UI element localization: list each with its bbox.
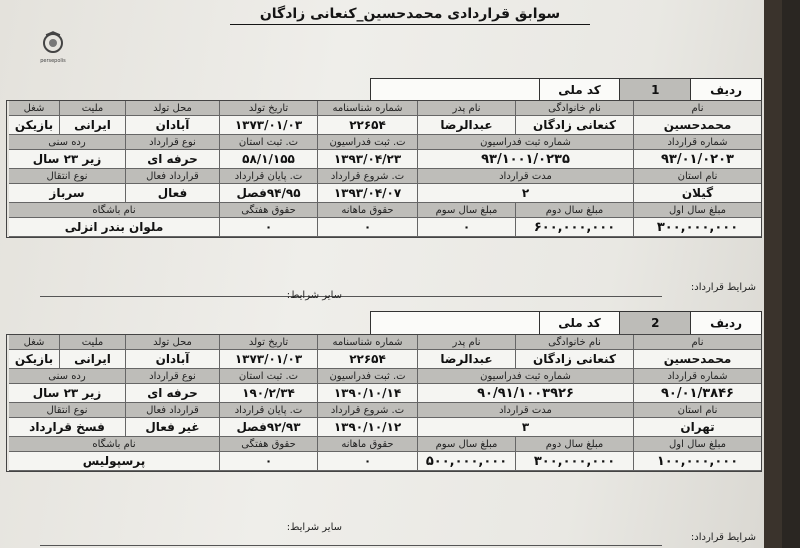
- row-label: ردیف: [690, 79, 761, 101]
- label-federation-reg-number: شماره ثبت فدراسیون: [417, 369, 633, 384]
- value-third-year-fee: ۵۰۰,۰۰۰,۰۰۰: [417, 452, 515, 471]
- value-age-group: زیر ۲۳ سال: [9, 384, 125, 403]
- value-second-year-fee: ۳۰۰,۰۰۰,۰۰۰: [515, 452, 633, 471]
- other-terms-label: سایر شرایط:: [286, 522, 342, 533]
- label-club-name: نام باشگاه: [9, 437, 219, 452]
- label-job: شغل: [9, 335, 59, 350]
- record-2-header: [370, 311, 762, 335]
- value-first-name: محمدحسین: [633, 350, 761, 369]
- label-first-name: نام: [633, 335, 761, 350]
- label-last-name: نام خانوادگی: [515, 101, 633, 116]
- club-logo-icon: [36, 30, 70, 64]
- label-age-group: رده سنی: [9, 369, 125, 384]
- label-federation-reg-date: ت. ثبت فدراسیون: [317, 369, 417, 384]
- label-province: نام استان: [633, 403, 761, 418]
- label-contract-number: شماره قرارداد: [633, 135, 761, 150]
- label-contract-number: شماره قرارداد: [633, 369, 761, 384]
- label-province-reg-date: ت. ثبت استان: [219, 135, 317, 150]
- page-shadow: [764, 0, 782, 548]
- value-first-year-fee: ۳۰۰,۰۰۰,۰۰۰: [633, 218, 761, 237]
- value-club-name: ملوان بندر انزلی: [9, 218, 219, 237]
- value-province-reg-date: ۵۸/۱/۱۵۵: [219, 150, 317, 169]
- label-start-date: ت. شروع قرارداد: [317, 169, 417, 184]
- label-end-date: ت. پایان قرارداد: [219, 403, 317, 418]
- terms-line: [40, 296, 662, 297]
- value-start-date: ۱۳۹۳/۰۴/۰۷: [317, 184, 417, 203]
- label-club-name: نام باشگاه: [9, 203, 219, 218]
- label-job: شغل: [9, 101, 59, 116]
- value-last-name: کنعانی زادگان: [515, 116, 633, 135]
- value-third-year-fee: ۰: [417, 218, 515, 237]
- other-terms-label: سایر شرایط:: [286, 290, 342, 301]
- label-contract-type: نوع قرارداد: [125, 369, 219, 384]
- label-birth-place: محل تولد: [125, 335, 219, 350]
- record-1-header: [370, 78, 762, 102]
- value-contract-duration: ۳: [417, 418, 633, 437]
- label-birth-date: تاریخ تولد: [219, 101, 317, 116]
- label-id-number: شماره شناسنامه: [317, 101, 417, 116]
- value-birth-place: آبادان: [125, 116, 219, 135]
- value-job: بازیکن: [9, 116, 59, 135]
- label-father-name: نام پدر: [417, 335, 515, 350]
- value-nationality: ایرانی: [59, 116, 125, 135]
- contract-terms-label: شرایط قرارداد:: [690, 282, 756, 293]
- value-id-number: ۲۲۶۵۴: [317, 116, 417, 135]
- record-2-table: [6, 334, 762, 472]
- label-monthly-salary: حقوق ماهانه: [317, 437, 417, 452]
- value-last-name: کنعانی زادگان: [515, 350, 633, 369]
- value-federation-reg-date: ۱۳۹۰/۱۰/۱۴: [317, 384, 417, 403]
- value-monthly-salary: ۰: [317, 218, 417, 237]
- value-province-reg-date: ۱۹۰/۲/۳۴: [219, 384, 317, 403]
- label-last-name: نام خانوادگی: [515, 335, 633, 350]
- value-contract-duration: ۲: [417, 184, 633, 203]
- label-birth-place: محل تولد: [125, 101, 219, 116]
- value-federation-reg-date: ۱۳۹۳/۰۴/۲۳: [317, 150, 417, 169]
- label-father-name: نام پدر: [417, 101, 515, 116]
- label-birth-date: تاریخ تولد: [219, 335, 317, 350]
- value-end-date: ۹۲/۹۳فصل: [219, 418, 317, 437]
- label-nationality: ملیت: [59, 101, 125, 116]
- label-weekly-salary: حقوق هفتگی: [219, 437, 317, 452]
- label-transfer-type: نوع انتقال: [9, 169, 125, 184]
- value-contract-type: حرفه ای: [125, 384, 219, 403]
- value-weekly-salary: ۰: [219, 452, 317, 471]
- value-id-number: ۲۲۶۵۴: [317, 350, 417, 369]
- value-father-name: عبدالرضا: [417, 116, 515, 135]
- label-first-year-fee: مبلغ سال اول: [633, 203, 761, 218]
- value-birth-date: ۱۳۷۳/۰۱/۰۳: [219, 350, 317, 369]
- value-contract-number: ۹۰/۰۱/۳۸۴۶: [633, 384, 761, 403]
- value-first-year-fee: ۱۰۰,۰۰۰,۰۰۰: [633, 452, 761, 471]
- national-code-label: کد ملی: [539, 79, 620, 101]
- label-active-contract: قرارداد فعال: [125, 169, 219, 184]
- value-start-date: ۱۳۹۰/۱۰/۱۲: [317, 418, 417, 437]
- value-birth-date: ۱۳۷۳/۰۱/۰۳: [219, 116, 317, 135]
- value-father-name: عبدالرضا: [417, 350, 515, 369]
- label-age-group: رده سنی: [9, 135, 125, 150]
- label-monthly-salary: حقوق ماهانه: [317, 203, 417, 218]
- value-job: بازیکن: [9, 350, 59, 369]
- row-number: 1: [619, 79, 690, 101]
- label-third-year-fee: مبلغ سال سوم: [417, 437, 515, 452]
- label-province-reg-date: ت. ثبت استان: [219, 369, 317, 384]
- value-contract-type: حرفه ای: [125, 150, 219, 169]
- terms-line: [40, 545, 662, 546]
- label-transfer-type: نوع انتقال: [9, 403, 125, 418]
- value-active-contract: فعال: [125, 184, 219, 203]
- label-end-date: ت. پایان قرارداد: [219, 169, 317, 184]
- contract-terms-label: شرایط قرارداد:: [690, 532, 756, 543]
- value-end-date: ۹۴/۹۵فصل: [219, 184, 317, 203]
- value-monthly-salary: ۰: [317, 452, 417, 471]
- value-contract-number: ۹۳/۰۱/۰۲۰۳: [633, 150, 761, 169]
- logo-caption: persepolis: [40, 58, 66, 64]
- value-active-contract: غیر فعال: [125, 418, 219, 437]
- label-contract-duration: مدت قرارداد: [417, 169, 633, 184]
- label-weekly-salary: حقوق هفتگی: [219, 203, 317, 218]
- value-second-year-fee: ۶۰۰,۰۰۰,۰۰۰: [515, 218, 633, 237]
- label-first-year-fee: مبلغ سال اول: [633, 437, 761, 452]
- value-club-name: پرسپولیس: [9, 452, 219, 471]
- record-1-table: [6, 100, 762, 238]
- value-transfer-type: فسخ قرارداد: [9, 418, 125, 437]
- value-province: تهران: [633, 418, 761, 437]
- value-first-name: محمدحسین: [633, 116, 761, 135]
- document-title: سوابق قراردادی محمدحسین_کنعانی زادگان: [230, 6, 590, 25]
- label-nationality: ملیت: [59, 335, 125, 350]
- value-federation-reg-number: ۹۳/۱۰۰۱/۰۲۳۵: [417, 150, 633, 169]
- label-start-date: ت. شروع قرارداد: [317, 403, 417, 418]
- label-federation-reg-date: ت. ثبت فدراسیون: [317, 135, 417, 150]
- label-province: نام استان: [633, 169, 761, 184]
- label-id-number: شماره شناسنامه: [317, 335, 417, 350]
- label-second-year-fee: مبلغ سال دوم: [515, 437, 633, 452]
- value-nationality: ایرانی: [59, 350, 125, 369]
- value-birth-place: آبادان: [125, 350, 219, 369]
- national-code-label: کد ملی: [539, 312, 620, 334]
- value-transfer-type: سرباز: [9, 184, 125, 203]
- national-code-value: [371, 79, 539, 101]
- national-code-value: [371, 312, 539, 334]
- value-federation-reg-number: ۹۰/۹۱/۱۰۰۳۹۲۶: [417, 384, 633, 403]
- label-federation-reg-number: شماره ثبت فدراسیون: [417, 135, 633, 150]
- label-contract-type: نوع قرارداد: [125, 135, 219, 150]
- value-weekly-salary: ۰: [219, 218, 317, 237]
- value-age-group: زیر ۲۳ سال: [9, 150, 125, 169]
- row-label: ردیف: [690, 312, 761, 334]
- label-third-year-fee: مبلغ سال سوم: [417, 203, 515, 218]
- value-province: گیلان: [633, 184, 761, 203]
- label-second-year-fee: مبلغ سال دوم: [515, 203, 633, 218]
- label-contract-duration: مدت قرارداد: [417, 403, 633, 418]
- label-first-name: نام: [633, 101, 761, 116]
- label-active-contract: قرارداد فعال: [125, 403, 219, 418]
- row-number: 2: [619, 312, 690, 334]
